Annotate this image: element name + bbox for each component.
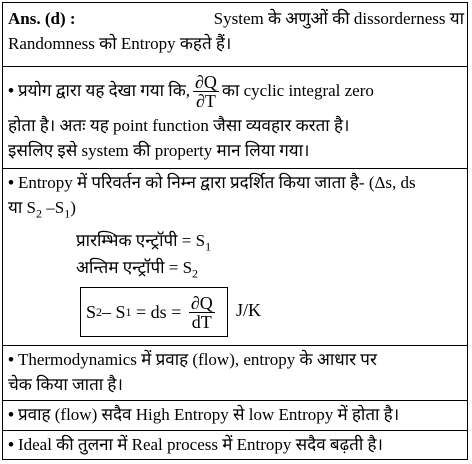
initial-entropy-label: प्रारम्भिक एन्ट्रॉपी = S (76, 231, 206, 250)
fraction-denominator: dT (191, 311, 212, 332)
para1-text-pre: प्रयोग द्वारा यह देखा गया कि, (17, 81, 191, 100)
bullet-icon: • (8, 435, 14, 454)
final-entropy-label: अन्तिम एन्ट्रॉपी = S (76, 258, 193, 277)
divider (2, 345, 468, 346)
para2-text-1: Entropy में परिवर्तन को निम्न द्वारा प्रदर्शित किया जाता है- (Δs, ds (17, 173, 416, 192)
fraction-dq-dt-eq (189, 294, 215, 331)
subscript: 2 (192, 266, 199, 281)
answer-text-1: System के अणुओं की dissorderness या (213, 9, 464, 28)
unit-label: J/K (236, 300, 262, 320)
bullet-icon: • (8, 173, 14, 192)
bullet-icon: • (8, 405, 14, 424)
initial-entropy-line (76, 228, 211, 254)
para2-text-2b: –S (41, 198, 65, 217)
para3-line-2: चेक किया जाता है। (8, 375, 123, 394)
para4-line-1 (8, 404, 464, 426)
para3-line-1 (8, 349, 464, 371)
divider (2, 66, 468, 67)
bullet-icon: • (8, 350, 14, 369)
subscript: 1 (64, 206, 71, 221)
fraction-dq-dt (193, 73, 219, 110)
entropy-equation-box (80, 287, 228, 337)
subscript: 1 (125, 304, 132, 319)
eq-middle: = ds = (131, 301, 186, 322)
eq-minus-s1: – S (102, 301, 126, 322)
fraction-numerator: ∂Q (195, 71, 217, 92)
subscript: 2 (96, 304, 103, 319)
para1-line-1 (8, 70, 464, 112)
para2-text-2a: या S (8, 198, 36, 217)
divider (2, 400, 468, 401)
para5-line-1 (8, 434, 464, 456)
para2-line-1 (8, 172, 464, 194)
answer-label: Ans. (d) : (8, 9, 76, 28)
eq-s2: S (86, 301, 97, 322)
answer-line-2: Randomness को Entropy कहते हैं। (8, 34, 232, 53)
para3-text-1: Thermodynamics में प्रवाह (flow), entropy के आधार पर (17, 350, 377, 369)
subscript: 1 (205, 239, 212, 254)
para2-line-2 (8, 197, 464, 224)
answer-line-1 (8, 8, 464, 30)
subscript: 2 (35, 206, 42, 221)
divider (2, 168, 468, 169)
para1-text-post: का cyclic integral zero (221, 81, 374, 100)
divider (2, 430, 468, 431)
fraction-numerator: ∂Q (190, 292, 213, 313)
para4-text-1: प्रवाह (flow) सदैव High Entropy से low Entropy में होता है। (17, 405, 400, 424)
final-entropy-line (76, 255, 198, 281)
fraction-denominator: ∂T (196, 90, 216, 111)
para5-text-1: Ideal की तुलना में Real process में Entropy सदैव बढ़ती है। (17, 435, 383, 454)
para2-text-2c: ) (70, 198, 76, 217)
bullet-icon: • (8, 81, 14, 100)
para1-line-2: होता है। अतः यह point function जैसा व्यवहार करता है। (8, 116, 350, 135)
para1-line-3: इसलिए इसे system की property मान लिया गया। (8, 141, 310, 160)
